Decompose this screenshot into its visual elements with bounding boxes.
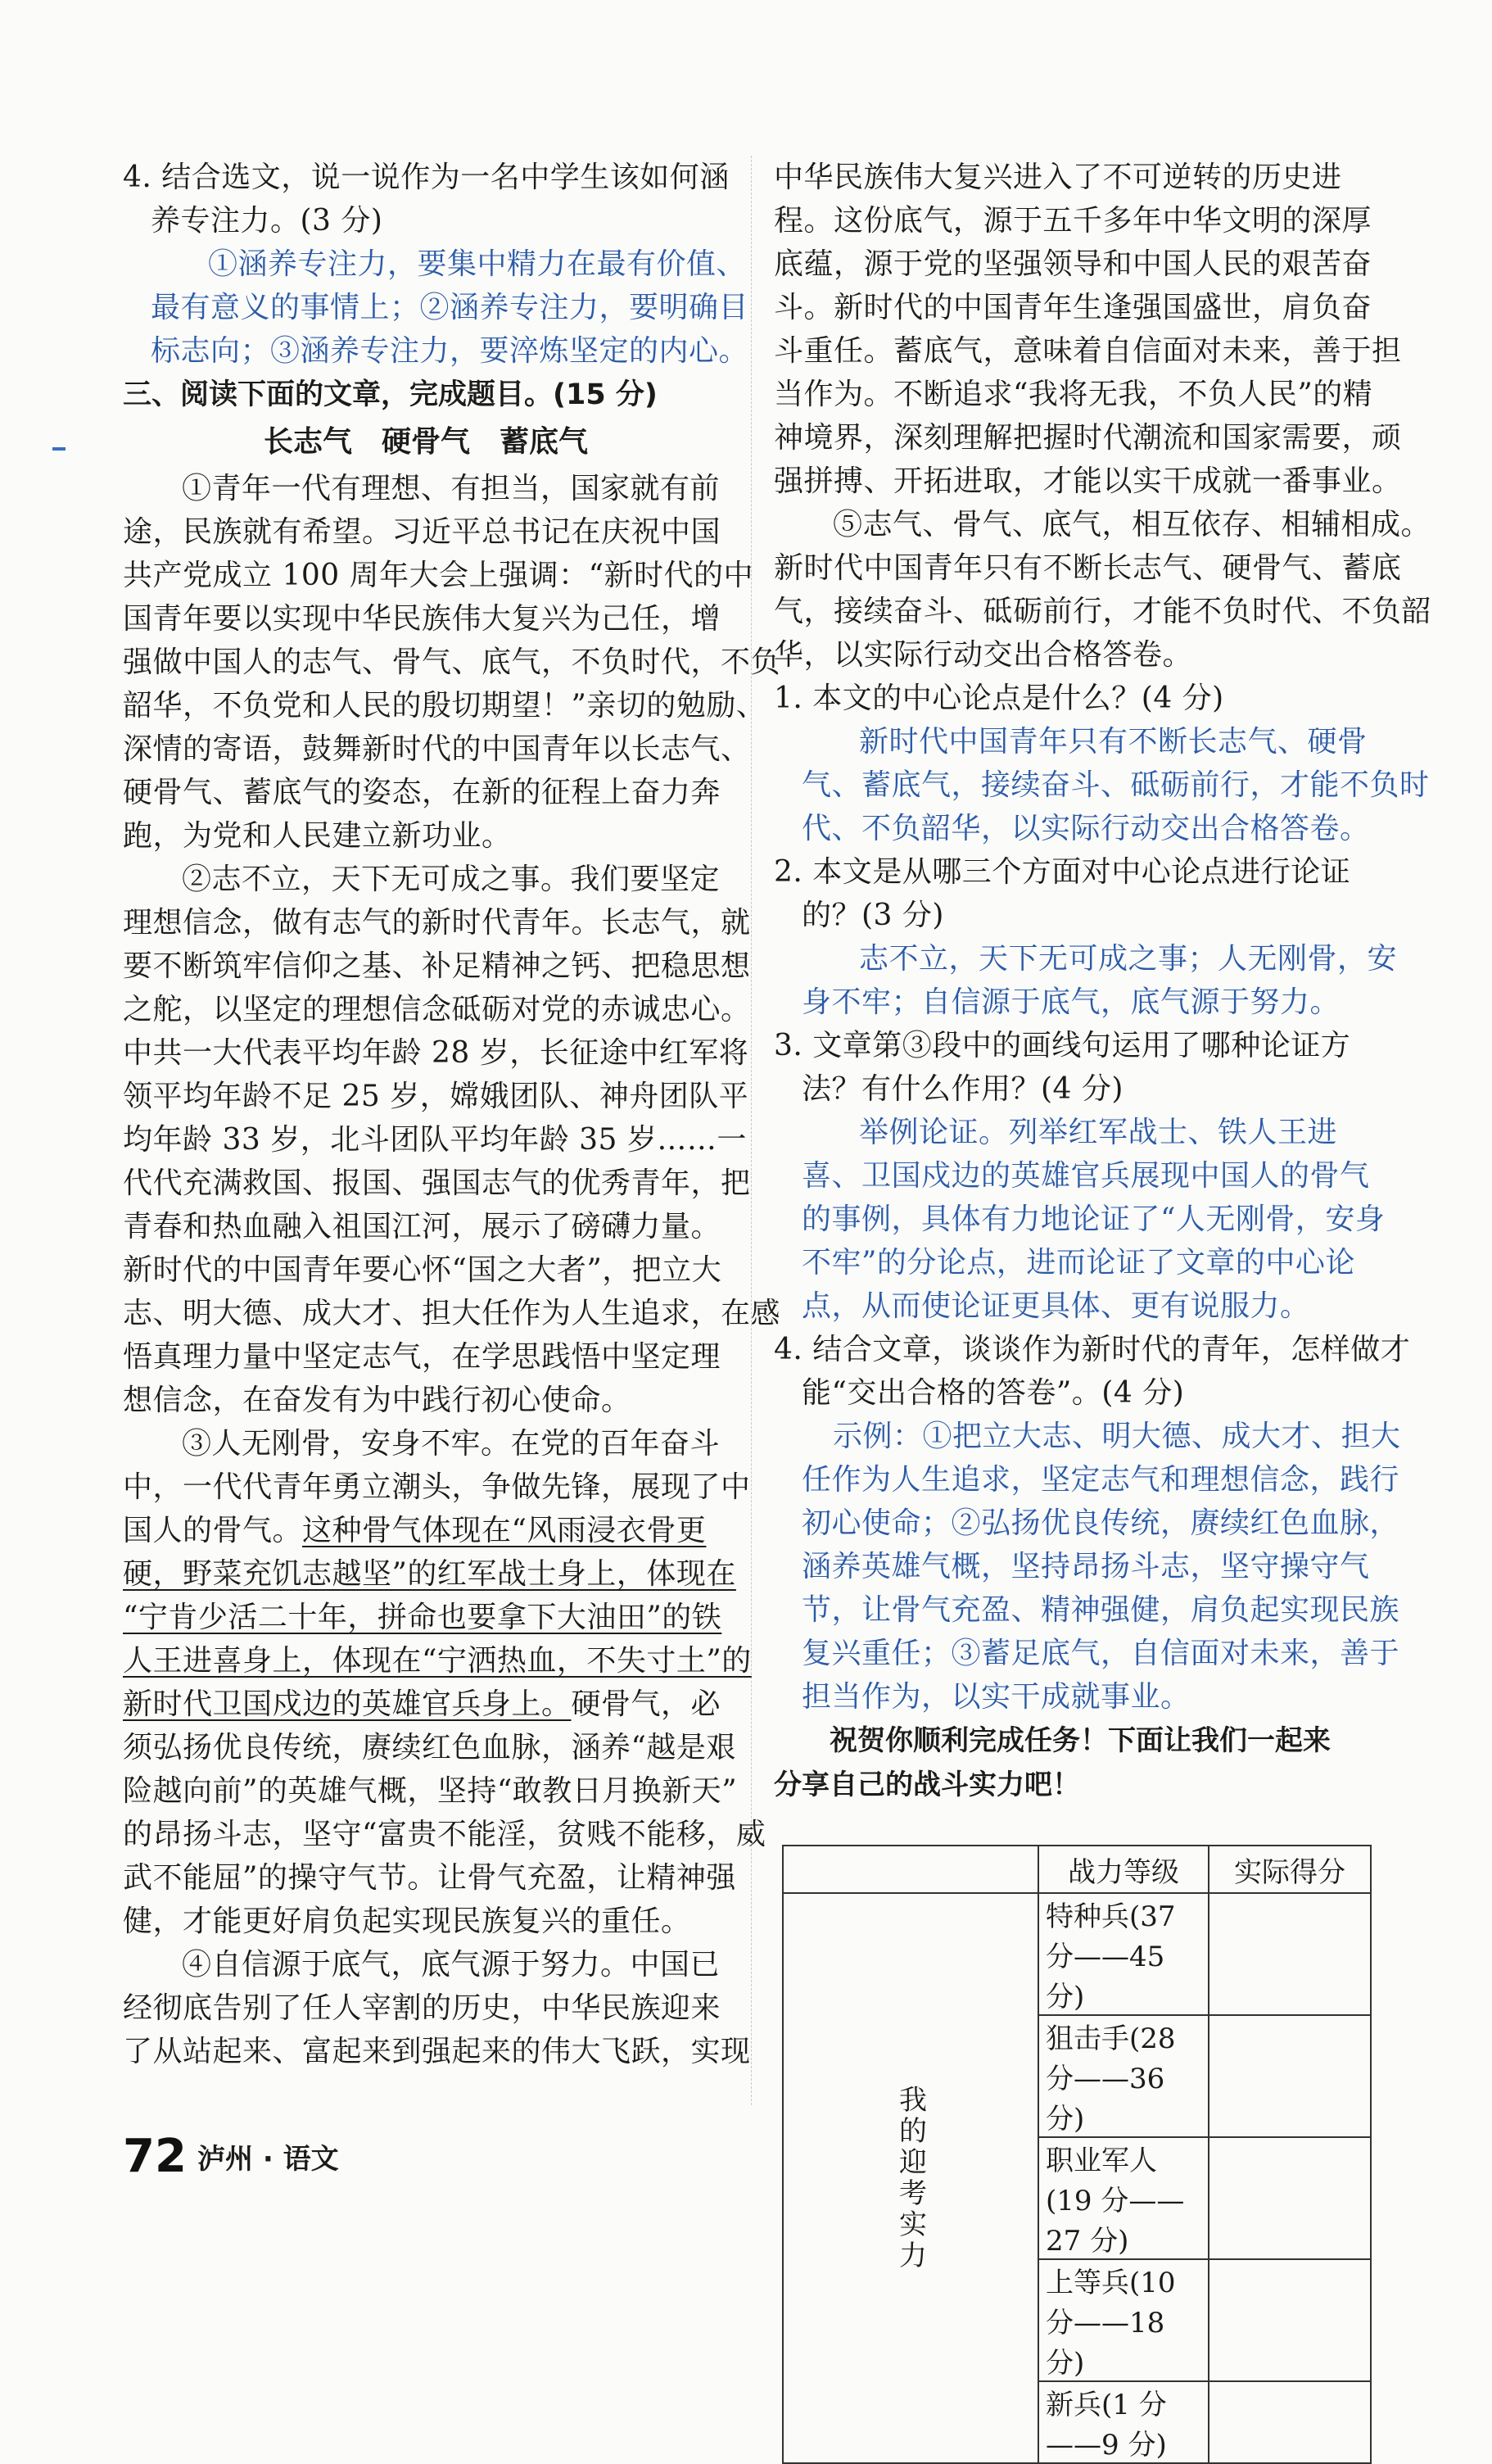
text-line [123,1596,729,1639]
paragraph-3 [123,1422,766,1943]
text-line: 斗。新时代的中国青年生逢强国盛世，肩负奋 [774,291,1372,324]
text-line: 志、明大德、成大才、担大任作为人生追求，在感 [123,1297,781,1330]
text-line: 均年龄 33 岁，北斗团队平均年龄 35 岁……一 [123,1123,747,1157]
answer-line: 初心使命；②弘扬优良传统，赓续红色血脉， [802,1506,1400,1540]
text-line: ②志不立，天下无可成之事。我们要坚定 [182,863,721,896]
paragraph-4 [123,1943,751,2073]
level-cell: 上等兵(10 分——18 分) [1038,2259,1209,2381]
text-line: 经彻底告别了任人宰割的历史，中华民族迎来 [123,1991,721,2025]
text-line: 新时代的中国青年要心怀“国之大者”，把立大 [123,1253,722,1287]
text-line: 青春和热血融入祖国江河，展示了磅礴力量。 [123,1210,721,1243]
text-line: 途，民族就有希望。习近平总书记在庆祝中国 [123,515,721,549]
text-line: 中，一代代青年勇立潮头，争做先锋，展现了中 [123,1470,751,1504]
text-line: 强做中国人的志气、骨气、底气，不负时代，不负 [123,645,781,679]
text-line: ⑤志气、骨气、底气，相互依存、相辅相成。 [833,508,1431,541]
right-column [774,156,1432,1807]
level-cell: 狙击手(28 分——36 分) [1038,2015,1209,2137]
answer-line: 标志向；③涵养专注力，要淬炼坚定的内心。 [151,334,749,368]
text-line: 共产党成立 100 周年大会上强调：“新时代的中 [123,559,754,592]
text-line: 神境界，深刻理解把握时代潮流和国家需要，顽 [774,421,1402,455]
text-line: 悟真理力量中坚定志气，在学思践悟中坚定理 [123,1340,721,1374]
question-4-right [774,1328,1411,1719]
answer-line: 喜、卫国戍边的英雄官兵展现中国人的骨气 [802,1159,1370,1193]
underlined-sentence: 这种骨气体现在“风雨浸衣骨更 [302,1514,707,1547]
text-line: 国青年要以实现中华民族伟大复兴为己任，增 [123,602,721,636]
answer-line: 示例：①把立大志、明大德、成大才、担大 [833,1420,1401,1453]
table-header-row [783,1846,1371,1893]
question-line: 4. 结合文章，谈谈作为新时代的青年，怎样做才 [774,1333,1411,1366]
question-line: 养专注力。(3 分) [151,204,383,238]
footer-label: 泸州 · 语文 [197,2143,339,2176]
table-corner [783,1846,1038,1893]
underlined-sentence: 硬，野菜充饥志越坚”的红军战士身上，体现在 [123,1557,736,1591]
score-input-cell[interactable] [1209,1893,1371,2015]
question-line: 3. 文章第③段中的画线句运用了哪种论证方 [774,1029,1351,1062]
text-line: 武不能屈”的操守气节。让骨气充盈，让精神强 [123,1861,736,1895]
text-span: 硬骨气，必 [571,1687,721,1721]
text-line [123,1552,736,1596]
congrats-line: 分享自己的战斗实力吧！ [774,1769,1080,1801]
question-line: 法？有什么作用？(4 分) [802,1072,1124,1106]
answer-line: 气、蓄底气，接续奋斗、砥砺前行，才能不负时 [802,768,1430,802]
level-cell: 新兵(1 分——9 分) [1038,2381,1209,2463]
text-line: 硬骨气、蓄底气的姿态，在新的征程上奋力奔 [123,776,721,809]
score-input-cell[interactable] [1209,2137,1371,2259]
left-column [123,156,781,2073]
level-cell: 职业军人(19 分——27 分) [1038,2137,1209,2259]
answer-line: 涵养英雄气概，坚持昂扬斗志，坚守操守气 [802,1550,1370,1583]
answer-line: 节，让骨气充盈、精神强健，肩负起实现民族 [802,1593,1400,1627]
answer-line: 志不立，天下无可成之事；人无刚骨，安 [859,942,1398,976]
score-input-cell[interactable] [1209,2381,1371,2463]
answer-line: 点，从而使论证更具体、更有说服力。 [802,1289,1310,1323]
underlined-sentence: 新时代卫国戍边的英雄官兵身上。 [123,1687,572,1721]
text-line: 新时代中国青年只有不断长志气、硬骨气、蓄底 [774,551,1402,585]
text-line [123,1639,752,1683]
underlined-sentence: “宁肯少活二十年，拼命也要拿下大油田”的铁 [123,1601,722,1634]
question-line: 1. 本文的中心论点是什么？(4 分) [774,682,1224,715]
text-line: 了从站起来、富起来到强起来的伟大飞跃，实现 [123,2035,751,2068]
article-title: 长志气 硬骨气 蓄底气 [263,425,588,459]
answer-line: 最有意义的事情上；②涵养专注力，要明确目 [151,291,749,324]
text-line: 韶华，不负党和人民的殷切期望！”亲切的勉励、 [123,689,766,722]
margin-mark [52,447,66,451]
answer-line: 新时代中国青年只有不断长志气、硬骨 [859,725,1368,759]
column-divider [751,156,752,2105]
text-line: 华，以实际行动交出合格答卷。 [774,638,1193,672]
paragraph-5 [774,503,1432,677]
question-line: 能“交出合格的答卷”。(4 分) [802,1376,1185,1410]
text-line: 中共一大代表平均年龄 28 岁，长征途中红军将 [123,1036,749,1070]
answer-line: 代、不负韶华，以实际行动交出合格答卷。 [802,812,1370,845]
answer-line: 不牢”的分论点，进而论证了文章的中心论 [802,1246,1355,1280]
text-line: 的昂扬斗志，坚守“富贵不能淫，贫贱不能移，威 [123,1818,766,1851]
text-line: 程。这份底气，源于五千多年中华文明的深厚 [774,204,1372,238]
congrats-message [774,1719,1380,1807]
text-line: 之舵，以坚定的理想信念砥砺对党的赤诚忠心。 [123,993,751,1026]
level-cell: 特种兵(37 分——45 分) [1038,1893,1209,2015]
question-2 [774,850,1398,1024]
question-line: 2. 本文是从哪三个方面对中心论点进行论证 [774,855,1351,889]
score-table [782,1845,1372,2464]
answer-line: 任作为人生追求，坚定志气和理想信念，践行 [802,1463,1400,1497]
page-footer [123,2130,339,2183]
question-line: 4. 结合选文，说一说作为一名中学生该如何涵 [123,161,730,194]
text-line: 险越向前”的英雄气概，坚持“敢教日月换新天” [123,1774,738,1808]
text-line: 理想信念，做有志气的新时代青年。长志气，就 [123,906,751,940]
text-line: ①青年一代有理想、有担当，国家就有前 [182,472,721,505]
score-input-cell[interactable] [1209,2015,1371,2137]
page-number: 72 [123,2130,187,2183]
text-line: 想信念，在奋发有为中践行初心使命。 [123,1384,631,1417]
question-3 [774,1024,1386,1328]
paragraph-2 [123,858,781,1422]
text-line: 要不断筑牢信仰之基、补足精神之钙、把稳思想 [123,949,751,983]
text-span: 国人的骨气。 [123,1514,303,1547]
text-line: 领平均年龄不足 25 岁，嫦娥团队、神舟团队平 [123,1080,749,1113]
answer-line: ①涵养专注力，要集中精力在最有价值、 [208,247,747,281]
text-line: 深情的寄语，鼓舞新时代的中国青年以长志气、 [123,732,751,766]
text-line: 强拼搏、开拓进取，才能以实干成就一番事业。 [774,464,1402,498]
text-line [123,1683,729,1726]
answer-line: 举例论证。列举红军战士、铁人王进 [859,1116,1338,1149]
answer-line: 的事例，具体有力地论证了“人无刚骨，安身 [802,1203,1386,1236]
paragraph-1 [123,467,781,858]
table-header-level: 战力等级 [1038,1846,1209,1893]
text-line: 跑，为党和人民建立新功业。 [123,819,512,853]
text-line: 当作为。不断追求“我将无我，不负人民”的精 [774,378,1373,411]
text-line: 斗重任。蓄底气，意味着自信面对未来，善于担 [774,334,1402,368]
text-line: 气，接续奋斗、砥砺前行，才能不负时代、不负韶 [774,595,1432,628]
paragraph-4-continued [774,156,1402,503]
text-line: 底蕴，源于党的坚强领导和中国人民的艰苦奋 [774,247,1372,281]
answer-line: 复兴重任；③蓄足底气，自信面对未来，善于 [802,1637,1400,1670]
question-4-left [123,156,749,373]
congrats-line: 祝贺你顺利完成任务！下面让我们一起来 [830,1724,1331,1757]
answer-line: 担当作为，以实干成就事业。 [802,1680,1191,1714]
section-heading: 三、阅读下面的文章，完成题目。(15 分) [123,378,658,411]
underlined-sentence: 人王进喜身上，体现在“宁洒热血，不失寸土”的 [123,1644,752,1678]
score-input-cell[interactable] [1209,2259,1371,2381]
text-line [123,1509,729,1552]
text-line: 须弘扬优良传统，赓续红色血脉，涵养“越是艰 [123,1731,736,1764]
answer-line: 身不牢；自信源于底气，底气源于努力。 [802,985,1341,1019]
question-1 [774,677,1430,850]
side-label: 我的迎考实力 [783,1893,1038,2463]
table-header-score: 实际得分 [1209,1846,1371,1893]
text-line: ③人无刚骨，安身不牢。在党的百年奋斗 [182,1427,721,1461]
table-row [783,1893,1371,2015]
question-line: 的？(3 分) [802,899,944,932]
text-line: 代代充满救国、报国、强国志气的优秀青年，把 [123,1166,751,1200]
text-line: 健，才能更好肩负起实现民族复兴的重任。 [123,1905,691,1938]
text-line: ④自信源于底气，底气源于努力。中国已 [182,1948,721,1982]
text-line: 中华民族伟大复兴进入了不可逆转的历史进 [774,161,1342,194]
